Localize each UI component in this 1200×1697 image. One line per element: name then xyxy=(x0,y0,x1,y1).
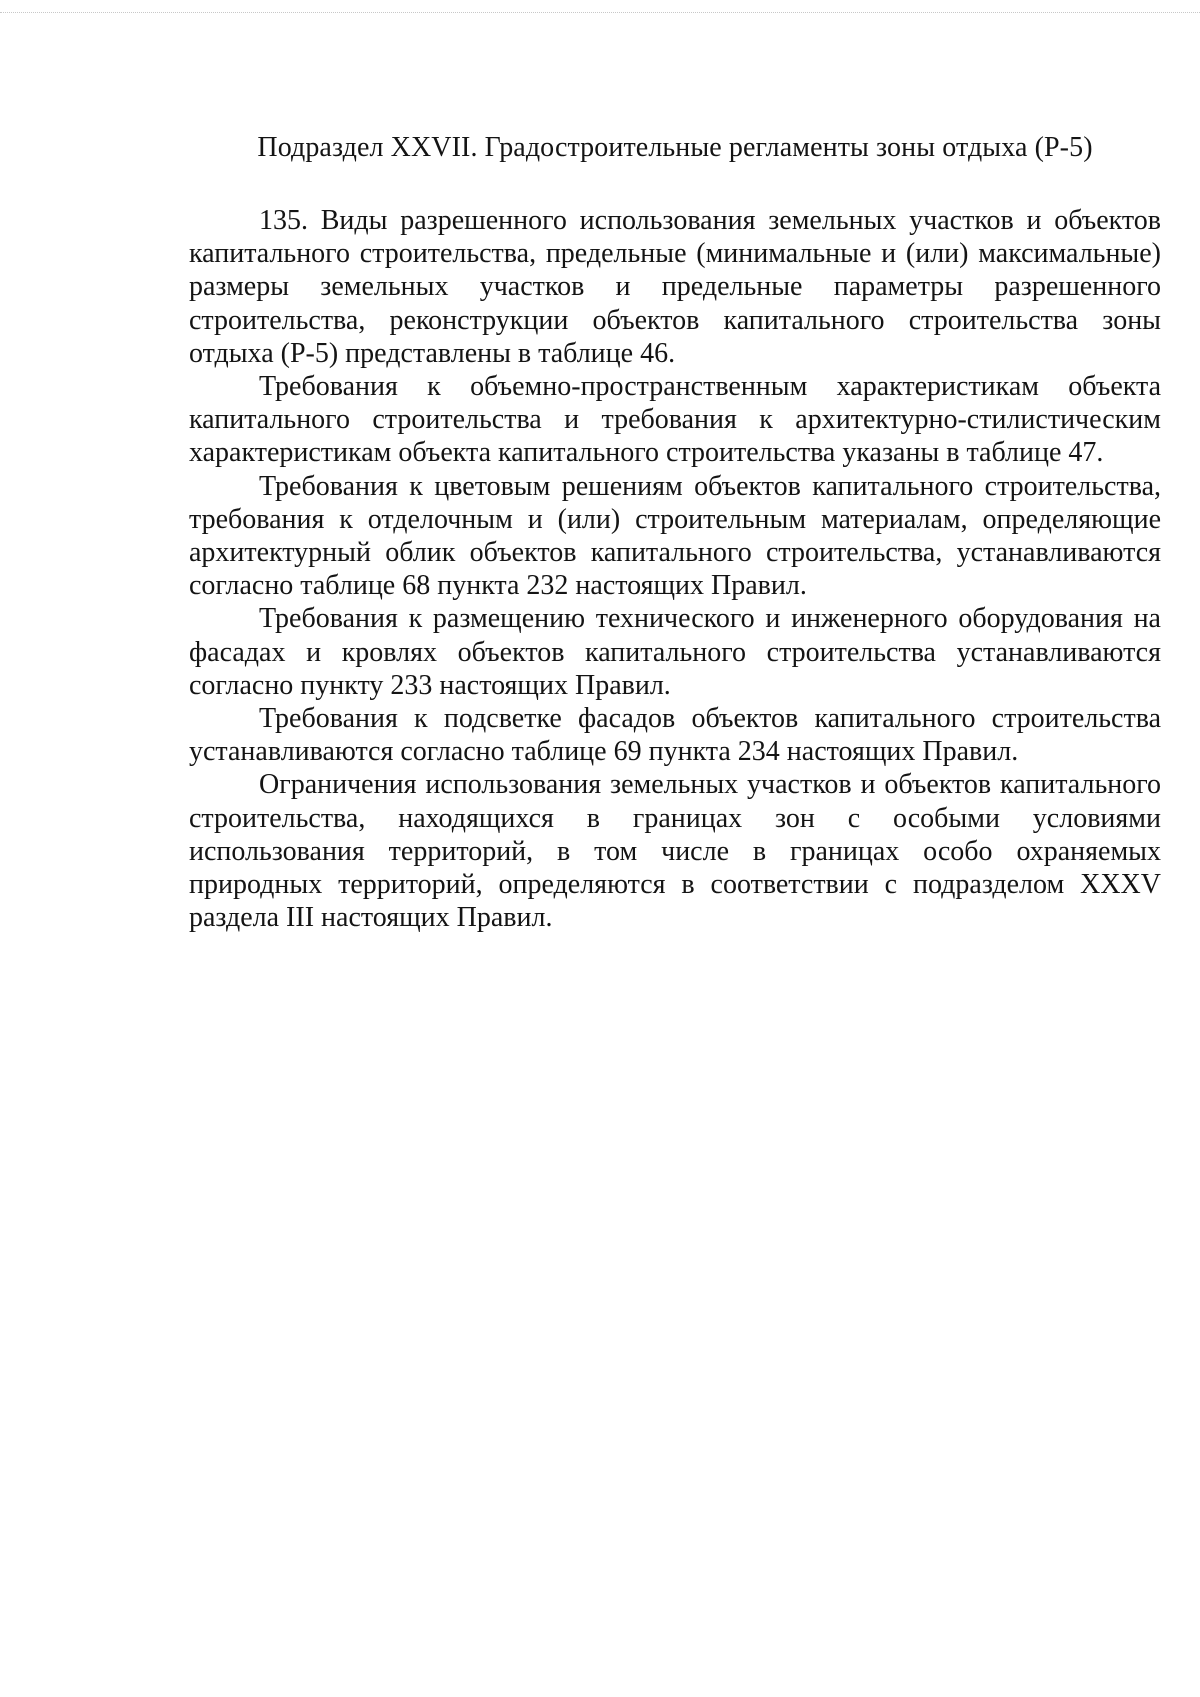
paragraph-lighting-requirements: Требования к подсветке фасадов объектов капитального строительства устанавливаются согласно таблице 69 пункта 234 настоящих Правил. xyxy=(189,703,1161,768)
subsection-title: Подраздел XXVII. Градостроительные регламенты зоны отдыха (Р-5) xyxy=(257,132,1093,163)
paragraph-volume-requirements: Требования к объемно-пространственным характеристикам объекта капитального строительства и требования к архитектурно-стилистическим характеристикам объекта капитального строительства указаны в таблице 47. xyxy=(189,371,1161,469)
paragraph-equipment-requirements: Требования к размещению технического и инженерного оборудования на фасадах и кровлях объектов капитального строительства устанавливаются согласно пункту 233 настоящих Правил. xyxy=(189,603,1161,701)
document-page xyxy=(189,130,1161,934)
scan-edge-line xyxy=(0,12,1200,13)
paragraph-135: 135. Виды разрешенного использования земельных участков и объектов капитального строительства, предельные (минимальные и (или) максимальные) размеры земельных участков и предельные параметры разрешенного строительства, реконструкции объектов капитального строительства зоны отдыха (Р-5) представлены в таблице 46. xyxy=(189,205,1161,369)
paragraph-restrictions: Ограничения использования земельных участков и объектов капитального строительства, находящихся в границах зон с особыми условиями использования территорий, в том числе в границах особо охраняемых природных территорий, определяются в соответствии с подразделом XXXV раздела III настоящих Правил. xyxy=(189,769,1161,934)
paragraph-color-requirements: Требования к цветовым решениям объектов капитального строительства, требования к отделочным и (или) строительным материалам, определяющие архитектурный облик объектов капитального строительства, устанавливаются согласно таблице 68 пункта 232 настоящих Правил. xyxy=(189,470,1161,602)
